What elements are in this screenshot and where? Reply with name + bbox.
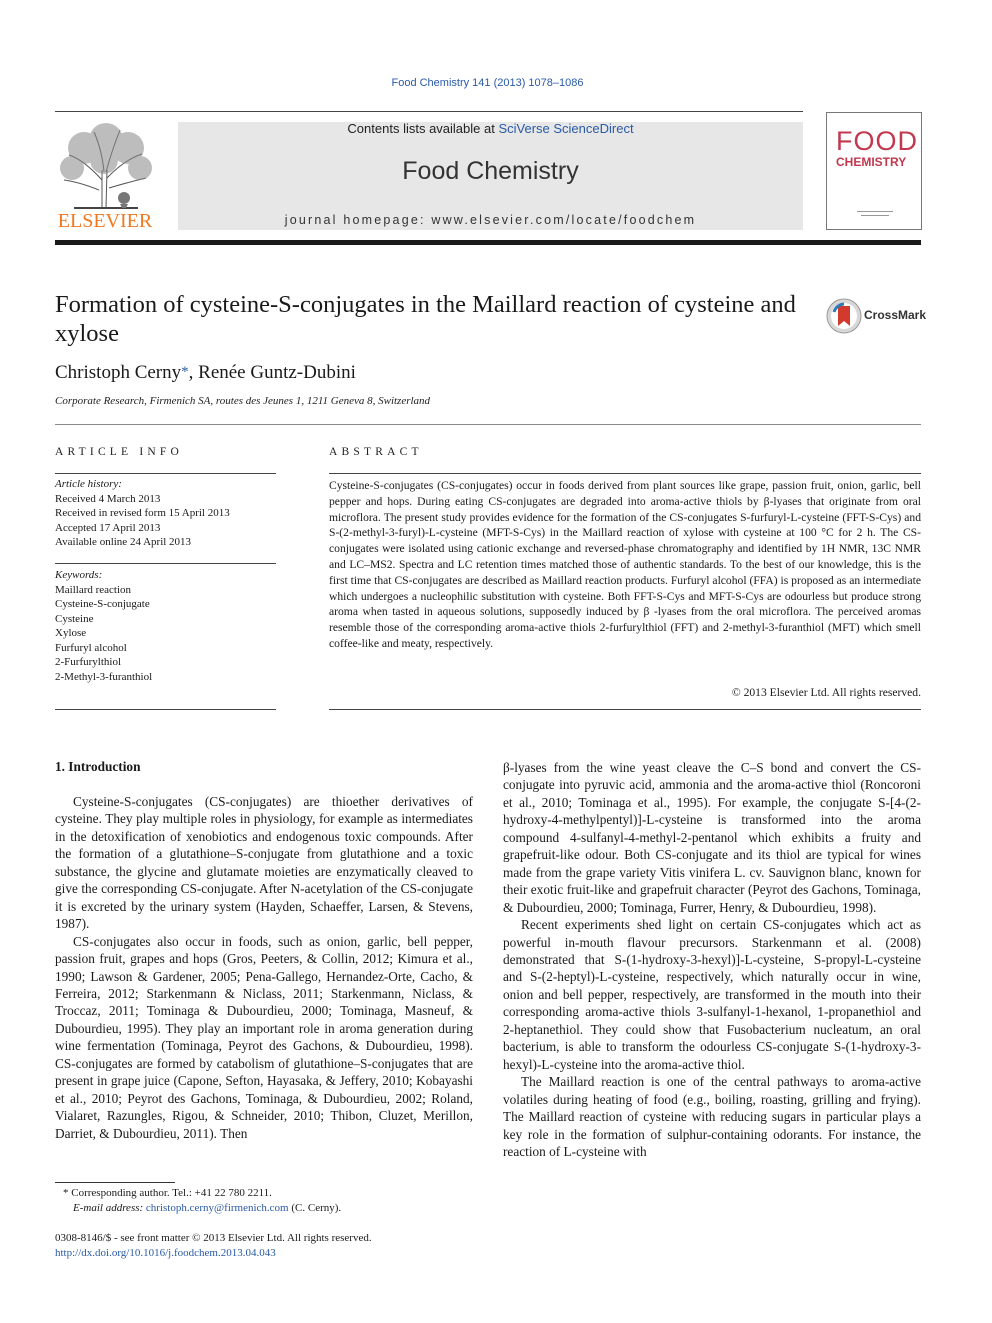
keywords-label: Keywords: [55,569,103,581]
header-thick-rule [55,240,921,245]
crossmark-icon[interactable] [826,298,862,334]
keyword: Cysteine [55,612,94,625]
article-info-rule [55,473,276,474]
contents-line [178,121,803,136]
author-name: Renée Guntz-Dubini [198,362,356,383]
author-separator: , [188,362,199,383]
keyword: Maillard reaction [55,583,132,596]
history-label: Article history: [55,478,122,490]
sciencedirect-link[interactable]: SciVerse ScienceDirect [498,121,634,136]
abstract-rule [329,473,921,474]
keyword: 2-Methyl-3-furanthiol [55,670,153,683]
contents-prefix: Contents lists available at [347,121,499,136]
article-info-rule [55,563,276,564]
article-info-heading: ARTICLE INFO [55,446,183,458]
issn-line: 0308-8146/$ - see front matter © 2013 Elsevier Ltd. All rights reserved. [55,1232,372,1244]
history-item: Received 4 March 2013 [55,492,161,505]
abstract-heading: ABSTRACT [329,446,423,458]
body-paragraph: CS-conjugates also occur in foods, such as onion, garlic, bell pepper, passion fruit, grapes and hops (Gros, Peeters, & Collin, 2012; Kimura et al., 1990; Lawson & Gardener, 2005; Pena-Gallego, Hernandez-Orte, Cacho, & Ferreira, 2012; Starkenmann & Niclass, 2011; Starkenmann, Niclass, & Troccaz, 2011; Tominaga & Dubourdieu, 2000; Tominaga, Masneuf, & Dubourdieu, 1995). They play an important role in aroma generation during wine fermentation (Tominaga, Peyrot des Gachons, & Dubourdieu, 1998). CS-conjugates are formed by catabolism of glutathione–S-conjugates that are present in grape juice (Capone, Sefton, Hayasaka, & Jeffery, 2010; Kobayashi et al., 2010; Peyrot des Gachons, Tominaga, & Dubourdieu, 2002; Roland, Vialaret, Razungles, Rigou, & Schneider, 2010; Thibon, Cluzet, Merillon, Darriet, & Dubourdieu, 2011). Then [55,933,473,1141]
abstract-copyright: © 2013 Elsevier Ltd. All rights reserved. [731,686,921,699]
journal-citation[interactable]: Food Chemistry 141 (2013) 1078–1086 [391,77,584,89]
cover-fineprint [857,209,893,219]
email-suffix: (C. Cerny). [288,1202,342,1214]
body-column-left [55,793,473,1142]
section-heading-introduction: 1. Introduction [55,759,141,774]
history-item: Received in revised form 15 April 2013 [55,507,230,519]
keyword: Xylose [55,627,87,639]
body-paragraph: Recent experiments shed light on certain CS-conjugates which act as powerful in-mouth flavour precursors. Starkenmann et al. (2008) demonstrated that S-(1-hydroxy-3-hexyl)]-L-cysteine, S-propyl-L-cysteine and S-(2-heptyl)-L-cysteine, respectively, which naturally occur in wine, onion and bell pepper, respectively, are transformed in the mouth into their corresponding aroma-active thiols 3-sulfanyl-1-hexanol, 1-propanethiol and 2-heptanethiol. They could show that Fusobacterium nucleatum, an oral bacterium, is able to transform the odourless CS-conjugate S-(1-hydroxy-3-hexyl)-L-cysteine into the aroma-active thiol. [503,917,921,1072]
affiliation-rule [55,424,921,425]
abstract-text: Cysteine-S-conjugates (CS-conjugates) occur in foods derived from plant sources like grape, passion fruit, onion, garlic, bell pepper and hops. During eating CS-conjugates are degraded into aroma-active thiols by β-lyases that originate from oral microflora. The present study provides evidence for the formation of the CS-conjugates S-furfuryl-L-cysteine (FFT-S-Cys) and S-(2-methyl-3-furyl)-L-cysteine (MFT-S-Cys) in the Maillard reaction of xylose with cysteine at 100 °C for 2 h. The CS-conjugates were isolated using cationic exchange and reversed-phase chromatography and identified by 1H NMR, 13C NMR and LC–MS2. Spectra and LC retention times matched those of authentic standards. To the best of our knowledge, this is the first time that CS-conjugates are described as Maillard reaction products. Furfuryl alcohol (FFA) is proposed as an intermediate which undergoes a nucleophilic substitution with cysteine. Both FFT-S-Cys and MFT-S-Cys are odourless but produce strong aroma when tasted in aqueous solutions, supposedly induced by β -lyases from the oral microflora. The perceived aromas resemble those of the corresponding aroma-active thiols 2-furfurylthiol (FFT) and 2-methyl-3-furanthiol (MFT) which smell coffee-like and meaty, respectively. [329,479,921,650]
body-paragraph: Cysteine-S-conjugates (CS-conjugates) are thioether derivatives of cysteine. They play multiple roles in physiology, for example as intermediates in the detoxification of xenobiotics and endogenous toxic compounds. After the formation of a glutathione–S-conjugate from glutathione and a toxic substance, the glycine and glutamate moieties are enzymatically cleaved to give the corresponding CS-conjugate. After N-acetylation of the CS-conjugate it is excreted by the urinary system (Hayden, Schaeffer, Larsen, & Stevens, 1987). [55,794,473,932]
corresponding-author-mark[interactable]: * [181,364,189,380]
crossmark-label[interactable]: CrossMark [864,308,927,322]
body-column-right [503,759,921,1160]
cover-title-chemistry: CHEMISTRY [836,155,907,169]
keyword: Furfuryl alcohol [55,641,127,654]
keywords [55,568,276,684]
body-paragraph: The Maillard reaction is one of the central pathways to aroma-active volatiles during heating of food (e.g., boiling, roasting, grilling and frying). The Maillard reaction of cysteine with reducing sugars in particular plays a key role in the formation of sulphur-containing odorants. For instance, the reaction of L-cysteine with [503,1074,921,1159]
front-matter [55,1231,473,1260]
elsevier-wordmark: ELSEVIER [57,210,153,232]
footnote-rule [55,1182,175,1183]
article-history [55,477,276,550]
article-title: Formation of cysteine-S-conjugates in the Maillard reaction of cysteine and xylose [55,291,796,347]
abstract-rule [329,709,921,710]
author-name: Christoph Cerny [55,362,182,383]
keyword: 2-Furfurylthiol [55,656,121,668]
history-item: Accepted 17 April 2013 [55,521,161,534]
author-list [55,362,356,384]
journal-name: Food Chemistry [402,157,579,185]
email-link[interactable]: christoph.cerny@firmenich.com [145,1202,289,1214]
journal-homepage[interactable]: journal homepage: www.elsevier.com/locate/foodchem [284,213,697,227]
keyword: Cysteine-S-conjugate [55,598,150,610]
affiliation: Corporate Research, Firmenich SA, routes des Jeunes 1, 1211 Geneva 8, Switzerland [55,395,431,407]
history-item: Available online 24 April 2013 [55,536,192,548]
cover-title-food: FOOD [836,126,918,156]
body-paragraph: β-lyases from the wine yeast cleave the C–S bond and convert the CS-conjugate into pyruvic acid, ammonia and the aroma-active thiol (Roncoroni et al., 2010; Tominaga et al., 1995). For example, the conjugate S-[4-(2-hydroxy-4-methylpentyl)]-L-cysteine is transformed into the aroma compound 4-sulfanyl-4-methyl-2-pentanol which exhibits a fruity and grapefruit-like odour. Both CS-conjugate and its thiol are typical for wines made from the grape variety Vitis vinifera L. cv. Sauvignon blanc, known for their exotic fruit-like and grapefruit character (Peyrot des Gachons, Tominaga, & Dubourdieu, 2000; Tominaga, Furrer, Henry, & Dubourdieu, 1998). [503,760,921,915]
footnote [55,1186,473,1216]
corresponding-author-note: * Corresponding author. Tel.: +41 22 780 2211. [63,1187,272,1199]
header-rule [55,111,803,112]
article-info-rule [55,709,276,710]
doi-link[interactable]: http://dx.doi.org/10.1016/j.foodchem.2013.04.043 [55,1246,276,1259]
email-label: E-mail address: [73,1202,146,1214]
